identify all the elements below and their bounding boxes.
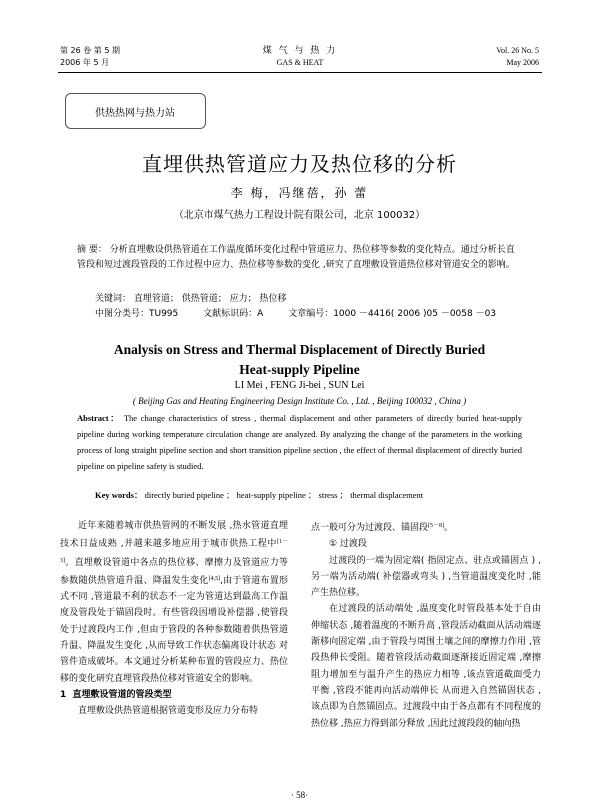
citation-2: [4,5] bbox=[208, 575, 221, 582]
section-heading-1 bbox=[60, 687, 288, 703]
section-paragraph: 直埋敷设供热管道根据管道变形及应力分布特 bbox=[78, 706, 259, 717]
body-column-right bbox=[311, 518, 541, 732]
keywords-en bbox=[95, 489, 423, 501]
journal-name-cn: 煤 气 与 热 力 bbox=[262, 46, 338, 56]
affiliation-cn: （北京市煤气热力工程设计院有限公司，北京 100032） bbox=[173, 210, 426, 221]
journal-volume: 第 26 卷 第 5 期 bbox=[60, 46, 120, 55]
journal-name bbox=[200, 45, 400, 69]
continued-paragraph bbox=[311, 518, 541, 536]
paper-title-en bbox=[0, 340, 599, 380]
classification-line bbox=[95, 307, 518, 322]
journal-date: 2006 年 5 月 bbox=[60, 58, 110, 67]
journal-volume-en: Vol. 26 No. 5 bbox=[496, 46, 539, 55]
abstract-cn: 摘 要： 分析直埋敷设供热管道在工作温度循环变化过程中管道应力、热位移等参数的变化特点。通过分析长直管段和短过渡段管段的工作过程中应力、热位移等参数的变化 ,研究了直埋敷设管道热位移对管道安全的影响。 bbox=[77, 245, 515, 270]
section-title: 直埋敷设管道的管段类型 bbox=[72, 689, 172, 700]
subsection-heading: ① 过渡段 bbox=[329, 539, 367, 550]
abstract-en-label: Abstract： bbox=[77, 413, 121, 423]
abstract-en-text: The change characteristics of stress , thermal displacement and other parameters of directly buried heat-supply pipeline during working temperature circulation change are analyzed. By analyzing the change of the parameters in the working process of long straight pipeline section and short transition pipeline section , the effect of thermal displacement of directly buried pipeline on pipeline safety is studied. bbox=[77, 413, 522, 471]
intro-text-1: 近年来随着城市供热管网的不断发展 ,热水管道直埋技术日益成熟 ,并越来越多地应用于城市供热工程中 bbox=[60, 521, 288, 550]
section-number: 1 bbox=[60, 689, 67, 700]
class-number: 中图分类号：TU995 bbox=[95, 309, 179, 319]
journal-issue bbox=[60, 45, 120, 69]
authors-en: LI Mei , FENG Ji-bei , SUN Lei bbox=[234, 380, 365, 391]
transition-paragraph-1: 过渡段的一端为固定端( 指固定点、驻点或锚固点 ) ,另一端为活动端( 补偿器或弯头 ) ,当管道温度变化时 ,能产生热位移。 bbox=[311, 555, 541, 599]
keywords-en-text: directly buried pipeline ； heat-supply pipeline ； stress ； thermal displacement bbox=[142, 490, 424, 500]
affiliation-en: ( Beijing Gas and Heating Engineering Design Institute Co. , Ltd. , Beijing 100032 , China ) bbox=[132, 396, 467, 406]
intro-text-2: 。直埋敷设管道中各点的热位移、摩擦力及管道应力等参数随供热管道升温、降温发生变化 bbox=[60, 557, 288, 586]
article-number: 文章编号：1000 －4416( 2006 )05 －0058 －03 bbox=[288, 309, 497, 319]
document-code: 文献标识码：A bbox=[203, 309, 264, 319]
header-rule bbox=[58, 72, 542, 73]
column-label: 供热热网与热力站 bbox=[95, 108, 175, 119]
body-column-left bbox=[60, 518, 288, 720]
intro-paragraph bbox=[60, 518, 288, 687]
keywords-cn: 关键词： 直埋管道； 供热管道； 应力； 热位移 bbox=[95, 294, 287, 304]
keywords-en-label: Key words： bbox=[95, 490, 143, 500]
continued-text: 点一般可分为过渡段、锚固段 bbox=[311, 523, 429, 533]
transition-paragraph-2: 在过渡段的活动端处 ,温度变化时管段基本处于自由伸缩状态 ,随着温度的不断升高 ,管段活动截面从活动端逐渐移向固定端 ,由于管段与周围土壤之间的摩擦力作用 ,管段热伸长受阻。随着管段活动截面逐渐接近固定端 ,摩擦阻力增加至与温升产生的热应力相等 ,该点管道截面受力平衡 ,管段不能再向活动端伸长 从而进入自然锚固状态 ,该点即为自然锚固点。过渡段中由于各点都有不同程度的热位移 ,热应力得到部分释放 ,因此过渡段段的轴向热 bbox=[311, 604, 541, 729]
page-number: · 58· bbox=[290, 790, 309, 800]
journal-name-en: GAS & HEAT bbox=[276, 58, 324, 67]
intro-text-3: ,由于管道布置形式不同 ,管道最不利的状态不一定为管道达到最高工作温度及管段处于锚固段时。有些管段因增设补偿器 ,使管段处于过渡段内工作 ,但由于管段的各种参数随着供热管道升温、降温发生变化 ,从而导致工作状态偏离设计状态 对管件造成破坏。本文通过分析某种布置的管段应力、热位移的变化研究直埋管段热位移对管道安全的影响。 bbox=[60, 575, 288, 684]
journal-issue-en bbox=[496, 45, 539, 69]
journal-date-en: May 2006 bbox=[506, 58, 539, 67]
paper-title-en-line1: Analysis on Stress and Thermal Displacement of Directly Buried bbox=[113, 342, 486, 357]
citation-3: [5－8] bbox=[428, 523, 445, 529]
paper-title-cn: 直埋供热管道应力及热位移的分析 bbox=[142, 152, 457, 176]
authors-cn: 李 梅，冯继蓓，孙 蕾 bbox=[230, 186, 369, 200]
continued-end: 。 bbox=[444, 523, 454, 533]
citation-1: [1－3] bbox=[60, 539, 288, 564]
abstract-en bbox=[77, 410, 522, 474]
paper-title-en-line2: Heat-supply Pipeline bbox=[239, 362, 360, 377]
